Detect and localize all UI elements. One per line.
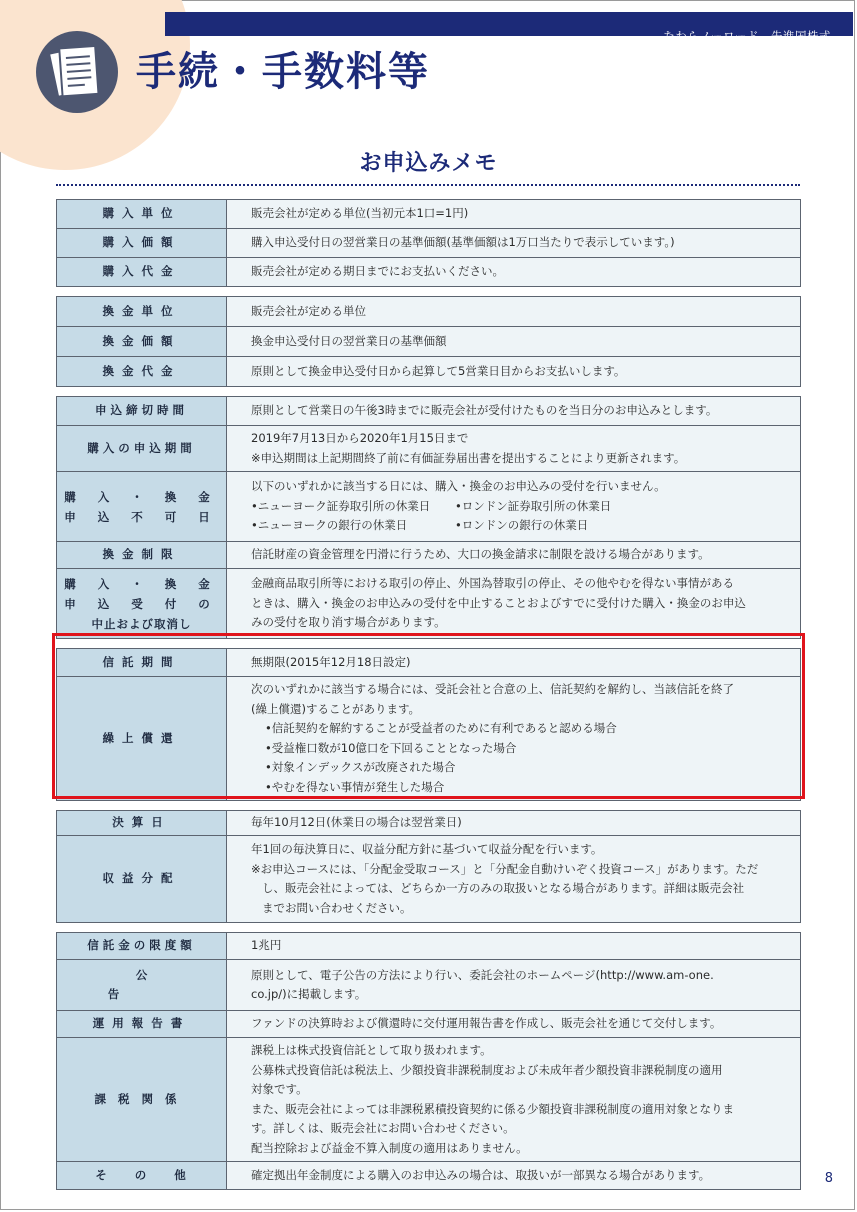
row-label: 換金価額: [57, 327, 227, 357]
value-line: 金融商品取引所等における取引の停止、外国為替取引の停止、その他やむを得ない事情がある: [251, 576, 734, 591]
row-label: [57, 960, 227, 1011]
row-label: 購入単位: [57, 200, 227, 229]
value-line: 課税上は株式投資信託として取り扱われます。: [251, 1043, 492, 1057]
row-label: 換金単位: [57, 297, 227, 327]
row-value: 販売会社が定める期日までにお支払いください。: [227, 258, 801, 287]
table-row: [57, 960, 801, 1011]
row-label: 繰上償還: [57, 677, 227, 801]
table-row: [57, 200, 801, 229]
row-value: 無期限(2015年12月18日設定): [227, 649, 801, 677]
row-value: [227, 472, 801, 542]
table-row: [57, 397, 801, 426]
value-line: (繰上償還)することがあります。: [251, 701, 421, 716]
row-label: 信託金の限度額: [57, 933, 227, 960]
value-line: す。詳しくは、販売会社にお問い合わせください。: [251, 1121, 515, 1135]
value-line: ※申込期間は上記期間終了前に有価証券届出書を提出することにより更新されます。: [251, 450, 686, 465]
closed-day-item: •ニューヨーク証券取引所の休業日: [251, 498, 431, 513]
row-label: 換金代金: [57, 357, 227, 387]
bullet-item: •信託契約を解約することが受益者のために有利であると認める場合: [265, 721, 617, 735]
label-line: 中止および取消し: [91, 616, 192, 631]
row-value: [227, 426, 801, 472]
row-label: 購入の申込期間: [57, 426, 227, 472]
group-separator: [57, 639, 801, 649]
row-label: 決算日: [57, 811, 227, 836]
value-line: co.jp/)に掲載します。: [251, 987, 367, 1001]
closed-day-item: •ロンドン証券取引所の休業日: [455, 498, 612, 513]
row-value: 販売会社が定める単位(当初元本1口=1円): [227, 200, 801, 229]
row-value: 毎年10月12日(休業日の場合は翌営業日): [227, 811, 801, 836]
value-line: し、販売会社によっては、どちらか一方のみの取扱いとなる場合があります。詳細は販売会社: [262, 881, 745, 895]
table-row: [57, 426, 801, 472]
closed-day-item: •ロンドンの銀行の休業日: [455, 518, 589, 533]
header-bar: [165, 12, 853, 43]
table-row: [57, 811, 801, 836]
page-title: 手続・手数料等: [136, 49, 430, 95]
row-label: [57, 569, 227, 639]
row-value: 購入申込受付日の翌営業日の基準価額(基準価額は1万口当たりで表示しています。): [227, 229, 801, 258]
section-title: お申込みメモ: [359, 151, 498, 176]
fund-name: たわらノーロード 先進国株式: [663, 29, 831, 43]
table-row: [57, 1038, 801, 1162]
table-row: [57, 472, 801, 542]
value-line: 2019年7月13日から2020年1月15日まで: [251, 431, 469, 445]
value-line: 以下のいずれかに該当する日には、購入・換金のお申込みの受付を行いません。: [251, 479, 666, 494]
value-line: 原則として、電子公告の方法により行い、委託会社のホームページ(http://www.am-one.: [251, 967, 714, 982]
row-label: 運用報告書: [57, 1011, 227, 1038]
table-row: [57, 327, 801, 357]
value-line: 公募株式投資信託は税法上、少額投資非課税制度および未成年者少額投資非課税制度の適用: [251, 1062, 723, 1077]
row-label: 収益分配: [57, 836, 227, 923]
row-label: 購入価額: [57, 229, 227, 258]
group-separator: [57, 387, 801, 397]
bullet-item: •対象インデックスが改廃された場合: [265, 760, 456, 774]
table-row: [57, 1162, 801, 1190]
row-value: [227, 677, 801, 801]
label-line: 購 入 ・ 換 金: [64, 576, 219, 591]
row-label: 申込締切時間: [57, 397, 227, 426]
bullet-item: •受益権口数が10億口を下回ることとなった場合: [265, 740, 517, 755]
value-line: 対象です。: [251, 1082, 308, 1096]
table-row: [57, 569, 801, 639]
closed-day-item: •ニューヨークの銀行の休業日: [251, 518, 408, 533]
value-line: 年1回の毎決算日に、収益分配方針に基づいて収益分配を行います。: [251, 842, 603, 856]
table-row: [57, 933, 801, 960]
row-value: [227, 1038, 801, 1162]
row-label: 購入代金: [57, 258, 227, 287]
row-label: その他: [57, 1162, 227, 1190]
row-value: 確定拠出年金制度による購入のお申込みの場合は、取扱いが一部異なる場合があります。: [227, 1162, 801, 1190]
row-label: [57, 472, 227, 542]
row-value: [227, 836, 801, 923]
row-label: 換金制限: [57, 542, 227, 569]
row-value: 原則として営業日の午後3時までに販売会社が受付けたものを当日分のお申込みとします。: [227, 397, 801, 426]
application-memo-table: [56, 199, 801, 1190]
row-label: 信託期間: [57, 649, 227, 677]
bullet-item: •やむを得ない事情が発生した場合: [265, 779, 445, 794]
value-line: また、販売会社によっては非課税累積投資契約に係る少額投資非課税制度の適用対象となりま: [251, 1101, 734, 1116]
notice-label: 公告: [107, 967, 204, 1001]
label-line: 申 込 不 可 日: [64, 509, 219, 524]
row-value: 原則として換金申込受付日から起算して5営業日目からお支払いします。: [227, 357, 801, 387]
closed-day-pair: [251, 497, 790, 517]
value-line: までお問い合わせください。: [262, 900, 412, 915]
page-number: 8: [824, 1171, 833, 1186]
value-line: ※お申込コースには、「分配金受取コース」と「分配金自動けいぞく投資コース」があります。ただ: [251, 861, 759, 876]
group-separator: [57, 923, 801, 933]
table-row: [57, 677, 801, 801]
document-stack-icon: [36, 31, 118, 113]
value-line: 次のいずれかに該当する場合には、受託会社と合意の上、信託契約を解約し、当該信託を終了: [251, 682, 734, 696]
value-line: みの受付を取り消す場合があります。: [251, 615, 446, 630]
group-separator: [57, 287, 801, 297]
row-value: 1兆円: [227, 933, 801, 960]
closed-day-pair: [251, 516, 790, 536]
row-value: [227, 569, 801, 639]
table-row: [57, 649, 801, 677]
table-row: [57, 542, 801, 569]
row-value: 販売会社が定める単位: [227, 297, 801, 327]
row-value: 換金申込受付日の翌営業日の基準価額: [227, 327, 801, 357]
row-label: 課税関係: [57, 1038, 227, 1162]
row-value: 信託財産の資金管理を円滑に行うため、大口の換金請求に制限を設ける場合があります。: [227, 542, 801, 569]
table-row: [57, 229, 801, 258]
table-row: [57, 258, 801, 287]
table-row: [57, 1011, 801, 1038]
label-line: 購 入 ・ 換 金: [64, 489, 219, 504]
table-row: [57, 297, 801, 327]
table-row: [57, 836, 801, 923]
row-value: ファンドの決算時および償還時に交付運用報告書を作成し、販売会社を通じて交付します。: [227, 1011, 801, 1038]
row-value: [227, 960, 801, 1011]
value-line: ときは、購入・換金のお申込みの受付を中止することおよびすでに受付けた購入・換金のお申込: [251, 595, 746, 610]
value-line: 配当控除および益金不算入制度の適用はありません。: [251, 1140, 528, 1155]
group-separator: [57, 801, 801, 811]
dotted-divider: [56, 184, 800, 186]
table-row: [57, 357, 801, 387]
label-line: 申 込 受 付 の: [64, 596, 219, 611]
